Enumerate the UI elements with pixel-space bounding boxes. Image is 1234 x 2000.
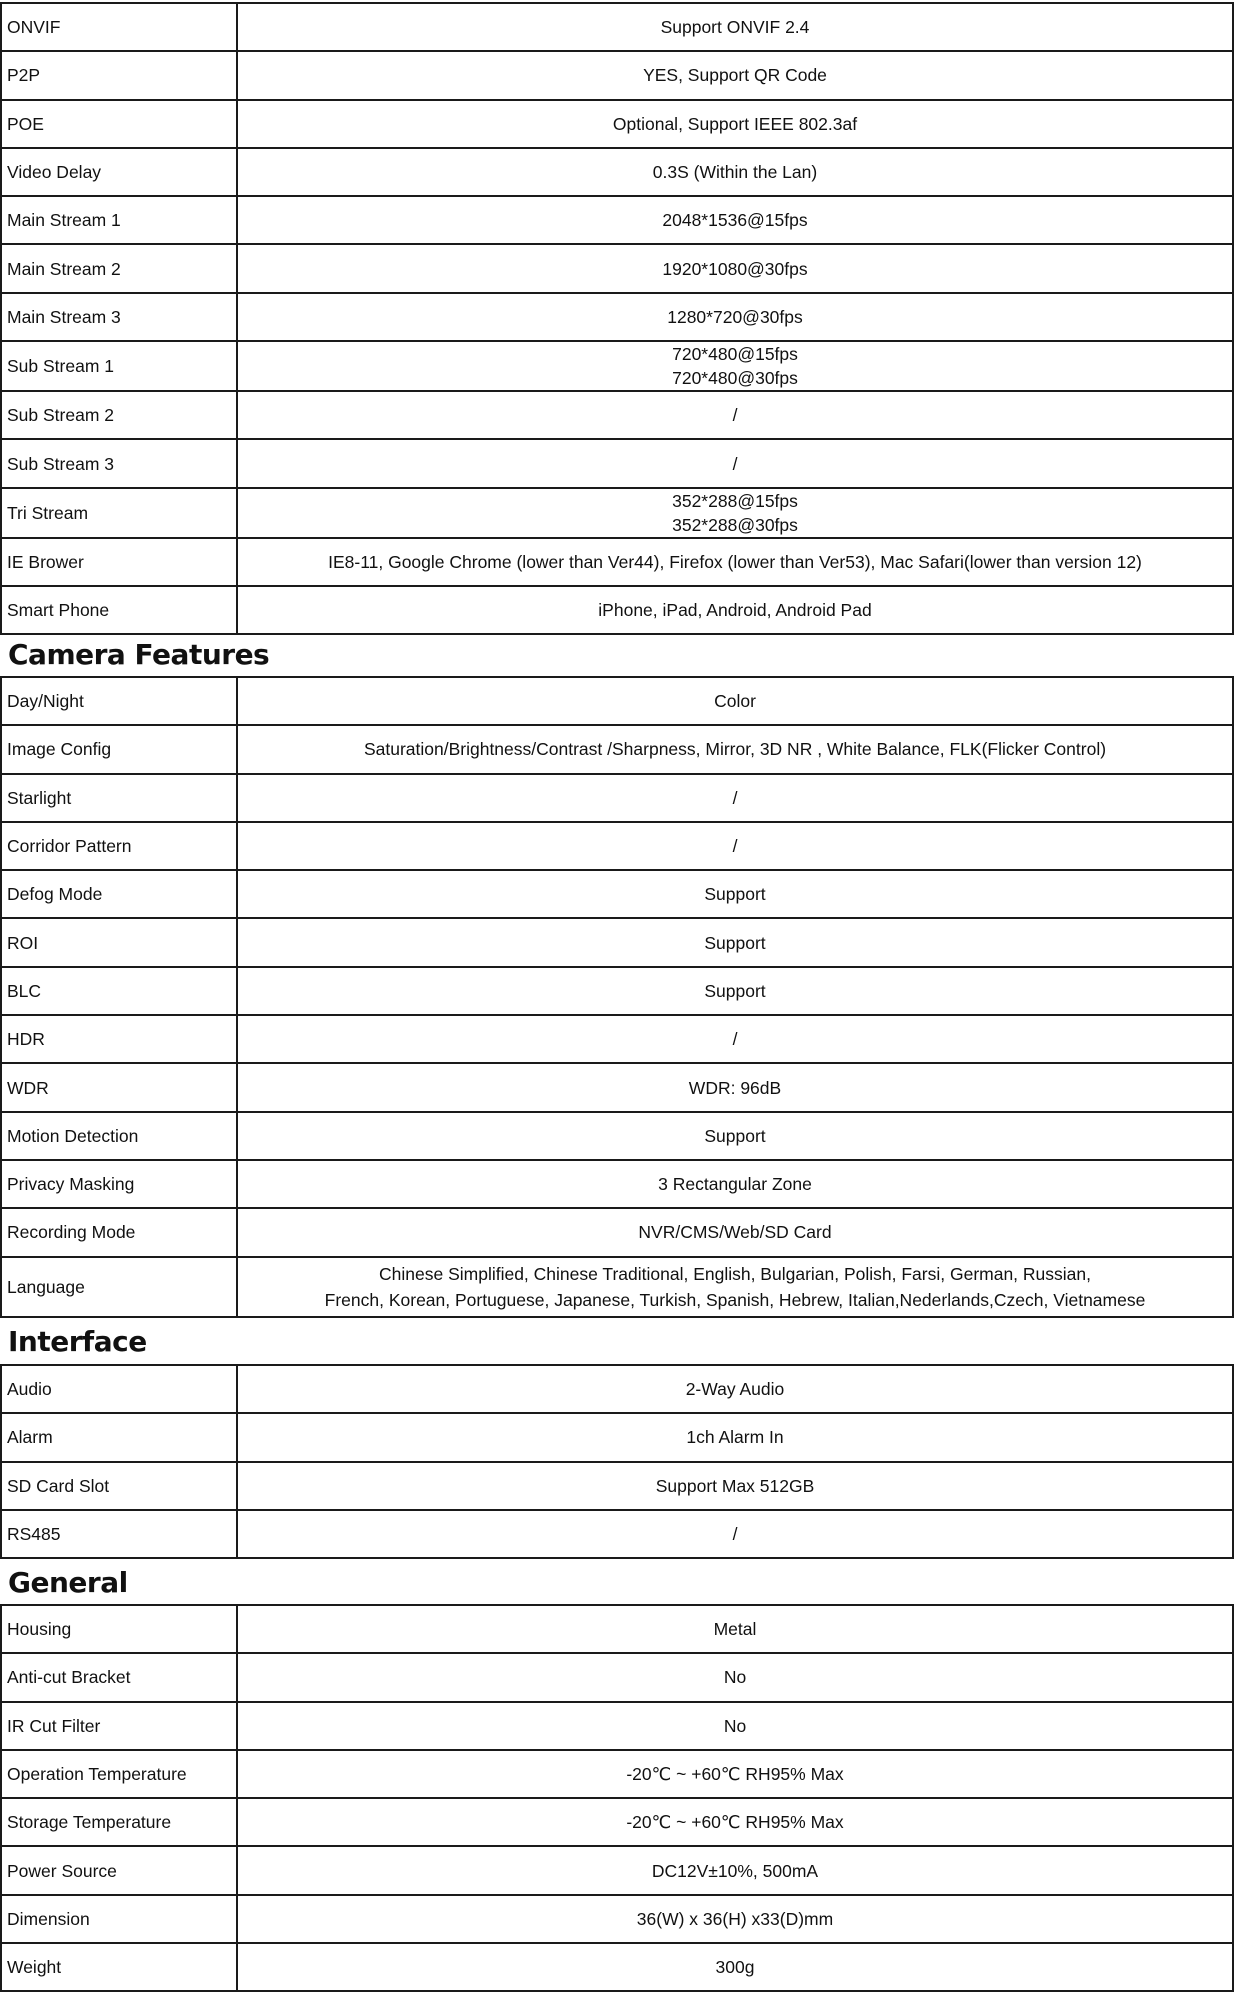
spec-row-smart-phone bbox=[1, 586, 1233, 634]
spec-value-line: NVR/CMS/Web/SD Card bbox=[638, 1222, 832, 1243]
spec-row-ie-brower bbox=[1, 538, 1233, 586]
spec-label: P2P bbox=[1, 51, 237, 99]
spec-value bbox=[237, 1112, 1233, 1160]
spec-value bbox=[237, 100, 1233, 148]
spec-value-line: 36(W) x 36(H) x33(D)mm bbox=[636, 1908, 834, 1929]
spec-value-line: -20℃ ~ +60℃ RH95% Max bbox=[626, 1812, 844, 1833]
section-heading-camera-features: Camera Features bbox=[8, 638, 270, 671]
spec-value bbox=[237, 725, 1233, 773]
spec-row-main-stream-1 bbox=[1, 196, 1233, 244]
spec-table bbox=[0, 1604, 1234, 1992]
spec-label: Anti-cut Bracket bbox=[1, 1653, 237, 1701]
spec-label: HDR bbox=[1, 1015, 237, 1063]
spec-value-line: 2-Way Audio bbox=[685, 1379, 785, 1400]
spec-value-line: 1920*1080@30fps bbox=[662, 258, 808, 279]
spec-row-rs485 bbox=[1, 1510, 1233, 1558]
spec-label: Day/Night bbox=[1, 677, 237, 725]
spec-label: IE Brower bbox=[1, 538, 237, 586]
spec-value-line: Saturation/Brightness/Contrast /Sharpness, Mirror, 3D NR , White Balance, FLK(Flicker Control) bbox=[363, 739, 1107, 760]
spec-row-storage-temperature bbox=[1, 1798, 1233, 1846]
spec-value-line: iPhone, iPad, Android, Android Pad bbox=[598, 600, 872, 621]
spec-label: Power Source bbox=[1, 1846, 237, 1894]
spec-row-sub-stream-3 bbox=[1, 439, 1233, 487]
spec-value bbox=[237, 1653, 1233, 1701]
spec-label: Video Delay bbox=[1, 148, 237, 196]
spec-value bbox=[237, 148, 1233, 196]
spec-value bbox=[237, 1943, 1233, 1991]
spec-value bbox=[237, 51, 1233, 99]
spec-row-hdr bbox=[1, 1015, 1233, 1063]
spec-value bbox=[237, 1510, 1233, 1558]
section-heading-general: General bbox=[8, 1566, 128, 1599]
spec-label: Operation Temperature bbox=[1, 1750, 237, 1798]
spec-row-dimension bbox=[1, 1895, 1233, 1943]
spec-row-sub-stream-1 bbox=[1, 341, 1233, 391]
spec-value-line: 3 Rectangular Zone bbox=[658, 1174, 812, 1195]
spec-value-line: 352*288@30fps bbox=[672, 514, 798, 535]
spec-label: Storage Temperature bbox=[1, 1798, 237, 1846]
spec-value-line: IE8-11, Google Chrome (lower than Ver44), Firefox (lower than Ver53), Mac Safari(lower than version 12) bbox=[328, 551, 1142, 572]
spec-row-alarm bbox=[1, 1413, 1233, 1461]
spec-label: Image Config bbox=[1, 725, 237, 773]
spec-label: Sub Stream 3 bbox=[1, 439, 237, 487]
spec-label: ROI bbox=[1, 918, 237, 966]
spec-label: Housing bbox=[1, 1605, 237, 1653]
spec-value-line: -20℃ ~ +60℃ RH95% Max bbox=[626, 1764, 844, 1785]
spec-value-line: Optional, Support IEEE 802.3af bbox=[612, 113, 858, 134]
spec-value-line: No bbox=[723, 1715, 747, 1736]
spec-value bbox=[237, 439, 1233, 487]
spec-value-line: / bbox=[732, 405, 738, 426]
spec-value-line: 1280*720@30fps bbox=[667, 306, 803, 327]
spec-row-poe bbox=[1, 100, 1233, 148]
spec-row-day-night bbox=[1, 677, 1233, 725]
spec-value bbox=[237, 1702, 1233, 1750]
spec-table bbox=[0, 2, 1234, 635]
spec-value bbox=[237, 1160, 1233, 1208]
spec-label: Main Stream 1 bbox=[1, 196, 237, 244]
spec-label: Privacy Masking bbox=[1, 1160, 237, 1208]
spec-row-anti-cut-bracket bbox=[1, 1653, 1233, 1701]
spec-value bbox=[237, 391, 1233, 439]
spec-row-weight bbox=[1, 1943, 1233, 1991]
spec-value-line: French, Korean, Portuguese, Japanese, Turkish, Spanish, Hebrew, Italian,Nederlands,Czech, Vietnamese bbox=[324, 1289, 1146, 1310]
spec-value bbox=[237, 1846, 1233, 1894]
spec-value bbox=[237, 1257, 1233, 1317]
spec-row-defog-mode bbox=[1, 870, 1233, 918]
spec-label: Corridor Pattern bbox=[1, 822, 237, 870]
spec-value-line: Metal bbox=[713, 1619, 757, 1640]
spec-row-motion-detection bbox=[1, 1112, 1233, 1160]
spec-value bbox=[237, 1798, 1233, 1846]
spec-row-image-config bbox=[1, 725, 1233, 773]
spec-label: ONVIF bbox=[1, 3, 237, 51]
spec-label: Audio bbox=[1, 1365, 237, 1413]
spec-row-ir-cut-filter bbox=[1, 1702, 1233, 1750]
spec-value bbox=[237, 822, 1233, 870]
spec-value-line: / bbox=[732, 453, 738, 474]
spec-value-line: 720*480@30fps bbox=[672, 368, 798, 389]
spec-row-sub-stream-2 bbox=[1, 391, 1233, 439]
spec-label: Smart Phone bbox=[1, 586, 237, 634]
spec-value bbox=[237, 488, 1233, 538]
spec-value-line: YES, Support QR Code bbox=[643, 65, 827, 86]
spec-label: Recording Mode bbox=[1, 1208, 237, 1256]
spec-row-operation-temperature bbox=[1, 1750, 1233, 1798]
spec-value-line: Support Max 512GB bbox=[655, 1475, 815, 1496]
spec-value bbox=[237, 244, 1233, 292]
spec-value bbox=[237, 293, 1233, 341]
spec-table bbox=[0, 676, 1234, 1318]
spec-row-main-stream-2 bbox=[1, 244, 1233, 292]
spec-value bbox=[237, 677, 1233, 725]
spec-row-power-source bbox=[1, 1846, 1233, 1894]
spec-row-main-stream-3 bbox=[1, 293, 1233, 341]
spec-value bbox=[237, 918, 1233, 966]
spec-row-recording-mode bbox=[1, 1208, 1233, 1256]
spec-value-line: Support bbox=[704, 932, 766, 953]
spec-value-line: / bbox=[732, 787, 738, 808]
spec-value bbox=[237, 1208, 1233, 1256]
spec-label: Dimension bbox=[1, 1895, 237, 1943]
spec-value-line: / bbox=[732, 1524, 738, 1545]
spec-value bbox=[237, 1365, 1233, 1413]
spec-label: RS485 bbox=[1, 1510, 237, 1558]
spec-row-starlight bbox=[1, 774, 1233, 822]
spec-row-corridor-pattern bbox=[1, 822, 1233, 870]
spec-value-line: Chinese Simplified, Chinese Traditional, English, Bulgarian, Polish, Farsi, German, Russian, bbox=[379, 1263, 1091, 1284]
spec-value-line: 2048*1536@15fps bbox=[662, 210, 808, 231]
spec-value-line: 300g bbox=[715, 1957, 755, 1978]
spec-value-line: WDR: 96dB bbox=[688, 1077, 782, 1098]
spec-value bbox=[237, 967, 1233, 1015]
spec-value bbox=[237, 3, 1233, 51]
spec-value-line: Color bbox=[714, 691, 756, 712]
spec-value-line: Support ONVIF 2.4 bbox=[660, 17, 810, 38]
section-heading-interface: Interface bbox=[8, 1325, 147, 1358]
spec-label: Starlight bbox=[1, 774, 237, 822]
spec-row-tri-stream bbox=[1, 488, 1233, 538]
spec-value-line: Support bbox=[704, 980, 766, 1001]
spec-label: Language bbox=[1, 1257, 237, 1317]
spec-value-line: DC12V±10%, 500mA bbox=[651, 1860, 819, 1881]
spec-value bbox=[237, 1605, 1233, 1653]
spec-row-audio bbox=[1, 1365, 1233, 1413]
spec-value-line: No bbox=[723, 1667, 747, 1688]
spec-row-sd-card-slot bbox=[1, 1462, 1233, 1510]
spec-value bbox=[237, 538, 1233, 586]
spec-row-p2p bbox=[1, 51, 1233, 99]
spec-label: Sub Stream 1 bbox=[1, 341, 237, 391]
spec-label: WDR bbox=[1, 1063, 237, 1111]
spec-value bbox=[237, 870, 1233, 918]
spec-label: Tri Stream bbox=[1, 488, 237, 538]
spec-value bbox=[237, 1462, 1233, 1510]
spec-row-language bbox=[1, 1257, 1233, 1317]
spec-label: Alarm bbox=[1, 1413, 237, 1461]
spec-value bbox=[237, 1895, 1233, 1943]
spec-value-line: 0.3S (Within the Lan) bbox=[652, 162, 818, 183]
spec-value bbox=[237, 1413, 1233, 1461]
spec-value bbox=[237, 341, 1233, 391]
spec-value bbox=[237, 1063, 1233, 1111]
spec-value-line: 1ch Alarm In bbox=[686, 1427, 784, 1448]
spec-value-line: Support bbox=[704, 884, 766, 905]
spec-value-line: 352*288@15fps bbox=[672, 490, 798, 511]
spec-label: Main Stream 2 bbox=[1, 244, 237, 292]
spec-value-line: Support bbox=[704, 1125, 766, 1146]
spec-value bbox=[237, 586, 1233, 634]
spec-value-line: 720*480@15fps bbox=[672, 344, 798, 365]
spec-table bbox=[0, 1364, 1234, 1559]
spec-value bbox=[237, 774, 1233, 822]
spec-value-line: / bbox=[732, 836, 738, 857]
spec-label: Main Stream 3 bbox=[1, 293, 237, 341]
spec-row-housing bbox=[1, 1605, 1233, 1653]
spec-value bbox=[237, 1750, 1233, 1798]
spec-value bbox=[237, 196, 1233, 244]
spec-label: SD Card Slot bbox=[1, 1462, 237, 1510]
spec-label: Motion Detection bbox=[1, 1112, 237, 1160]
spec-value bbox=[237, 1015, 1233, 1063]
spec-label: POE bbox=[1, 100, 237, 148]
spec-row-onvif bbox=[1, 3, 1233, 51]
spec-row-privacy-masking bbox=[1, 1160, 1233, 1208]
spec-row-roi bbox=[1, 918, 1233, 966]
spec-label: IR Cut Filter bbox=[1, 1702, 237, 1750]
spec-label: BLC bbox=[1, 967, 237, 1015]
spec-label: Defog Mode bbox=[1, 870, 237, 918]
spec-row-blc bbox=[1, 967, 1233, 1015]
spec-value-line: / bbox=[732, 1029, 738, 1050]
spec-row-wdr bbox=[1, 1063, 1233, 1111]
spec-label: Sub Stream 2 bbox=[1, 391, 237, 439]
spec-label: Weight bbox=[1, 1943, 237, 1991]
spec-row-video-delay bbox=[1, 148, 1233, 196]
